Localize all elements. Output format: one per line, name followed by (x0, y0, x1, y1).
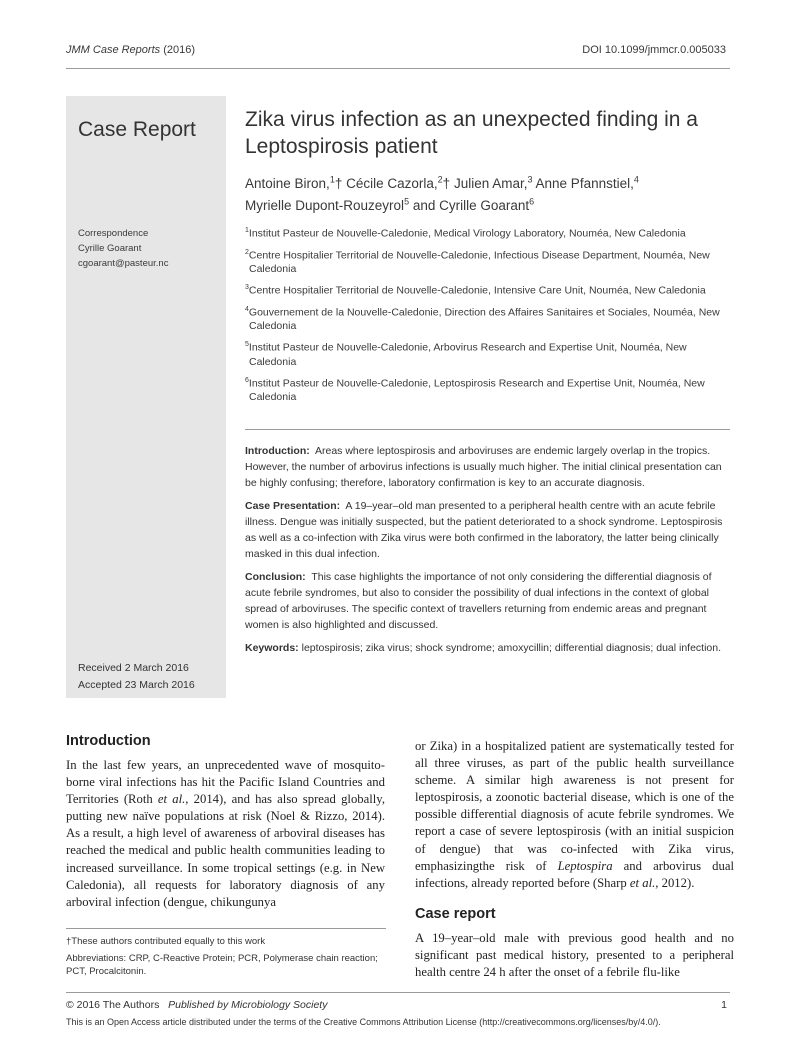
affiliation: $^1$Institut Pasteur de Nouvelle-Caledonie, Medical Virology Laboratory, Nouméa, New Caledonia (245, 227, 686, 240)
header-divider (66, 68, 730, 69)
article-dates (78, 660, 195, 694)
author-list (245, 170, 725, 215)
abstract-top-divider (245, 429, 730, 430)
article-title: Zika virus infection as an unexpected finding in a Leptospirosis patient (245, 108, 698, 158)
author: and Cyrille Goarant$^6$ (412, 196, 535, 213)
article-type: Case Report (78, 118, 196, 141)
abstract (245, 443, 731, 663)
author: Cécile Cazorla,$^2$† (346, 174, 451, 191)
correspondence (78, 226, 168, 271)
publisher: Published by Microbiology Society (168, 999, 328, 1011)
abstract-conclusion: Conclusion: This case highlights the importance of not only considering the differential diagnosis of acute febrile syndromes, but also to consider the possibility of dual infections in the context of global spread of arboviruses. The specific context of travellers returning from endemic areas and pregnant women is also highlighted and discussed. (245, 571, 712, 631)
author: Julien Amar,$^3$ (453, 174, 533, 191)
author: Antoine Biron,$^1$† (245, 174, 343, 191)
case-report-paragraph: A 19–year–old male with previous good health and no significant past medical history, presented to a peripheral health centre 24 h after the onset of a febrile flu-like (415, 931, 734, 980)
correspondence-name: Cyrille Goarant (78, 243, 142, 254)
affiliation: $^4$Gouvernement de la Nouvelle-Caledonie, Direction des Affaires Sanitaires et Sociales, Nouméa, New Caledonia (245, 305, 720, 332)
affiliation: $^3$Centre Hospitalier Territorial de Nouvelle-Caledonie, Intensive Care Unit, Nouméa, New Caledonia (245, 284, 706, 297)
received-date: Received 2 March 2016 (78, 662, 189, 674)
license-statement[interactable]: This is an Open Access article distributed under the terms of the Creative Commons Attribution License (http://creativecommons.org/licenses/by/4.0/). (66, 1017, 661, 1027)
introduction-paragraph-continued: or Zika) in a hospitalized patient are systematically tested for all three viruses, as part of the public health surveillance scheme. A similar high awareness is not present for leptospirosis, a zoonotic bacterial disease, which is one of the possible differential diagnosis of acute febrile syndromes. We report a case of severe leptospirosis (with an initial suspicion of dengue) that was co-infected with Zika virus, emphasizingthe risk of Leptospira and arbovirus dual infections, already reported before (Sharp et al., 2012). (415, 739, 734, 890)
author: Myrielle Dupont-Rouzeyrol$^5$ (245, 196, 410, 213)
accepted-date: Accepted 23 March 2016 (78, 679, 195, 691)
sidebar-panel (66, 96, 226, 698)
introduction-heading: Introduction (66, 733, 151, 749)
footnote-divider (66, 928, 386, 929)
journal-name: JMM Case Reports (66, 44, 161, 56)
abstract-case-presentation: Case Presentation: A 19–year–old man presented to a peripheral health centre with an acute febrile illness. Dengue was initially suspected, but the patient deteriorated to a shock syndrome. Leptospirosis as well as a co-infection with Zika virus were both confirmed in the laboratory, the latter being clinically masked in this dual infection. (245, 500, 723, 560)
abstract-introduction: Introduction: Areas where leptospirosis and arboviruses are endemic largely overlap in the tropics. However, the number of arbovirus infections is usually much higher. The initial clinical presentation can be highly confusing; therefore, laboratory confirmation is key to an accurate diagnosis. (245, 445, 722, 489)
copyright: © 2016 The Authors Published by Microbiology Society (66, 999, 328, 1011)
affiliation: $^5$Institut Pasteur de Nouvelle-Caledonie, Arbovirus Research and Expertise Unit, Nouméa, New Caledonia (245, 341, 687, 368)
affiliation-list (245, 224, 735, 409)
footer-divider (66, 992, 730, 993)
journal-header (66, 44, 195, 56)
abstract-keywords: Keywords: leptospirosis; zika virus; shock syndrome; amoxycillin; differential diagnosis; dual infection. (245, 642, 722, 654)
correspondence-email[interactable]: cgoarant@pasteur.nc (78, 258, 169, 269)
correspondence-label: Correspondence (78, 228, 149, 239)
introduction-paragraph: In the last few years, an unprecedented wave of mosquito-borne viral infections has hit the Pacific Island Countries and Territories (Roth et al., 2014), and has also spread globally, putting new naïve populations at risk (Noel & Rizzo, 2014). As a result, a high level of awareness of arboviral diseases has reached the medical and public health communities leading to increased surveillance. In some tropical settings (e.g. in New Caledonia), all requests for laboratory diagnosis of any arboviral infection (dengue, chikungunya (66, 758, 386, 909)
journal-year: (2016) (163, 44, 195, 56)
case-report-heading: Case report (415, 906, 496, 922)
footnote-equal-contribution: †These authors contributed equally to this work (66, 936, 266, 947)
affiliation: $^6$Institut Pasteur de Nouvelle-Caledonie, Leptospirosis Research and Expertise Unit, Nouméa, New Caledonia (245, 376, 705, 403)
doi[interactable]: DOI 10.1099/jmmcr.0.005033 (582, 44, 726, 56)
author: Anne Pfannstiel,$^4$ (535, 174, 639, 191)
affiliation: $^2$Centre Hospitalier Territorial de Nouvelle-Caledonie, Infectious Disease Department, Nouméa, New Caledonia (245, 248, 710, 275)
page-number: 1 (721, 999, 727, 1011)
footnote-abbreviations: Abbreviations: CRP, C-Reactive Protein; PCR, Polymerase chain reaction; PCT, Procalcitonin. (66, 953, 378, 977)
